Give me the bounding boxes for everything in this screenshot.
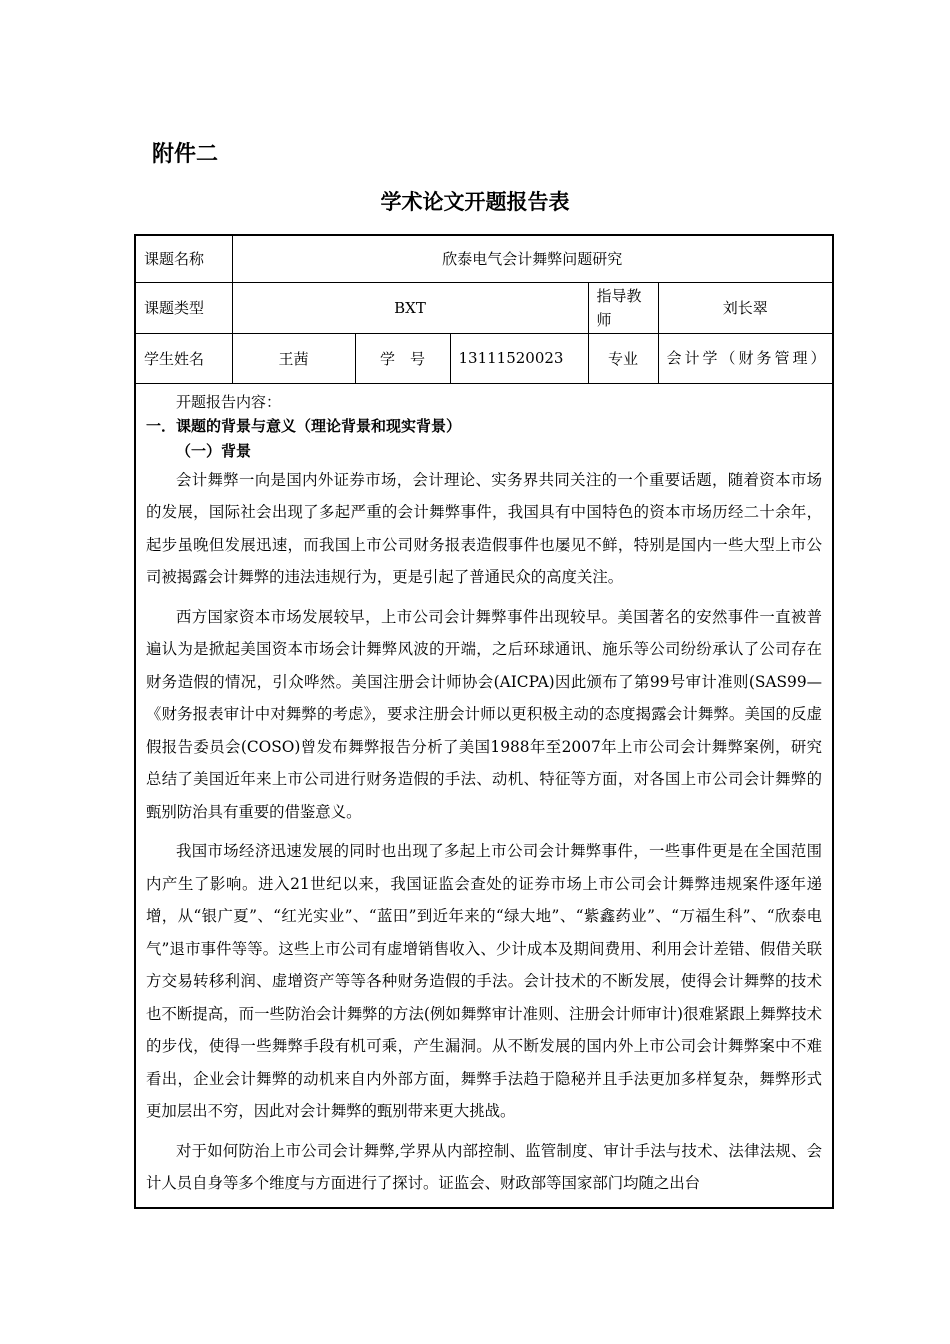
paragraph: 我国市场经济迅速发展的同时也出现了多起上市公司会计舞弊事件，一些事件更是在全国范围内产生了影响。进入21世纪以来，我国证监会查处的证券市场上市公司会计舞弊违规案件逐年递增，从“银广夏”、“红光实业”、“蓝田”到近年来的“绿大地”、“紫鑫药业”、“万福生科”、“欣泰电气”退市事件等等。这些上市公司有虚增销售收入、少计成本及期间费用、利用会计差错、假借关联方交易转移利润、虚增资产等等各种财务造假的手法。会计技术的不断发展，使得会计舞弊的技术也不断提高，而一些防治会计舞弊的方法(例如舞弊审计准则、注册会计师审计)很难紧跟上舞弊技术的步伐，使得一些舞弊手段有机可乘，产生漏洞。从不断发展的国内外上市公司会计舞弊案中不难看出，企业会计舞弊的动机来自内外部方面，舞弊手法趋于隐秘并且手法更加多样复杂，舞弊形式更加层出不穷，因此对会计舞弊的甄别带来更大挑战。 <box>146 842 823 1120</box>
document-title: 学术论文开题报告表 <box>380 190 570 214</box>
row-topic-name <box>135 235 833 282</box>
row-topic-type <box>135 282 833 333</box>
paragraph: 西方国家资本市场发展较早，上市公司会计舞弊事件出现较早。美国著名的安然事件一直被普遍认为是掀起美国资本市场会计舞弊风波的开端，之后环球通讯、施乐等公司纷纷承认了公司存在财务造假的情况，引众哗然。美国注册会计师协会(AICPA)因此颁布了第99号审计准则(SAS99—《财务报表审计中对舞弊的考虑》，要求注册会计师以更积极主动的态度揭露会计舞弊。美国的反虚假报告委员会(COSO)曾发布舞弊报告分析了美国1988年至2007年上市公司会计舞弊案例，研究总结了美国近年来上市公司进行财务造假的手法、动机、特征等方面，对各国上市公司会计舞弊的甄别防治具有重要的借鉴意义。 <box>146 607 823 821</box>
paragraph: 会计舞弊一向是国内外证券市场，会计理论、实务界共同关注的一个重要话题，随着资本市场的发展，国际社会出现了多起严重的会计舞弊事件，我国具有中国特色的资本市场历经二十余年，起步虽晚但发展迅速，而我国上市公司财务报表造假事件也屡见不鲜，特别是国内一些大型上市公司被揭露会计舞弊的违法违规行为，更是引起了普通民众的高度关注。 <box>146 470 823 586</box>
major-label: 专业 <box>588 333 658 383</box>
subsection-heading: （一）背景 <box>176 441 252 460</box>
topic-type-value: BXT <box>232 282 588 333</box>
row-student <box>135 333 833 383</box>
topic-name-value: 欣泰电气会计舞弊问题研究 <box>232 235 833 282</box>
topic-type-label: 课题类型 <box>135 282 232 333</box>
advisor-value: 刘长翠 <box>658 282 833 333</box>
student-id-label: 学 号 <box>355 333 450 383</box>
paragraph: 对于如何防治上市公司会计舞弊,学界从内部控制、监管制度、审计手法与技术、法律法规、会计人员自身等多个维度与方面进行了探讨。证监会、财政部等国家部门均随之出台 <box>146 1141 823 1192</box>
advisor-label: 指导教师 <box>588 282 658 333</box>
student-id-value: 13111520023 <box>450 333 588 383</box>
row-content <box>135 383 833 1208</box>
topic-name-label: 课题名称 <box>135 235 232 282</box>
student-name-value: 王茜 <box>232 333 355 383</box>
content-intro: 开题报告内容： <box>176 392 282 411</box>
report-content <box>135 383 833 1208</box>
proposal-form-table <box>134 234 834 1209</box>
major-value: 会计学（财务管理） <box>658 333 833 383</box>
attachment-label: 附件二 <box>152 142 219 167</box>
section-heading: 一．课题的背景与意义（理论背景和现实背景） <box>146 416 462 435</box>
student-name-label: 学生姓名 <box>135 333 232 383</box>
